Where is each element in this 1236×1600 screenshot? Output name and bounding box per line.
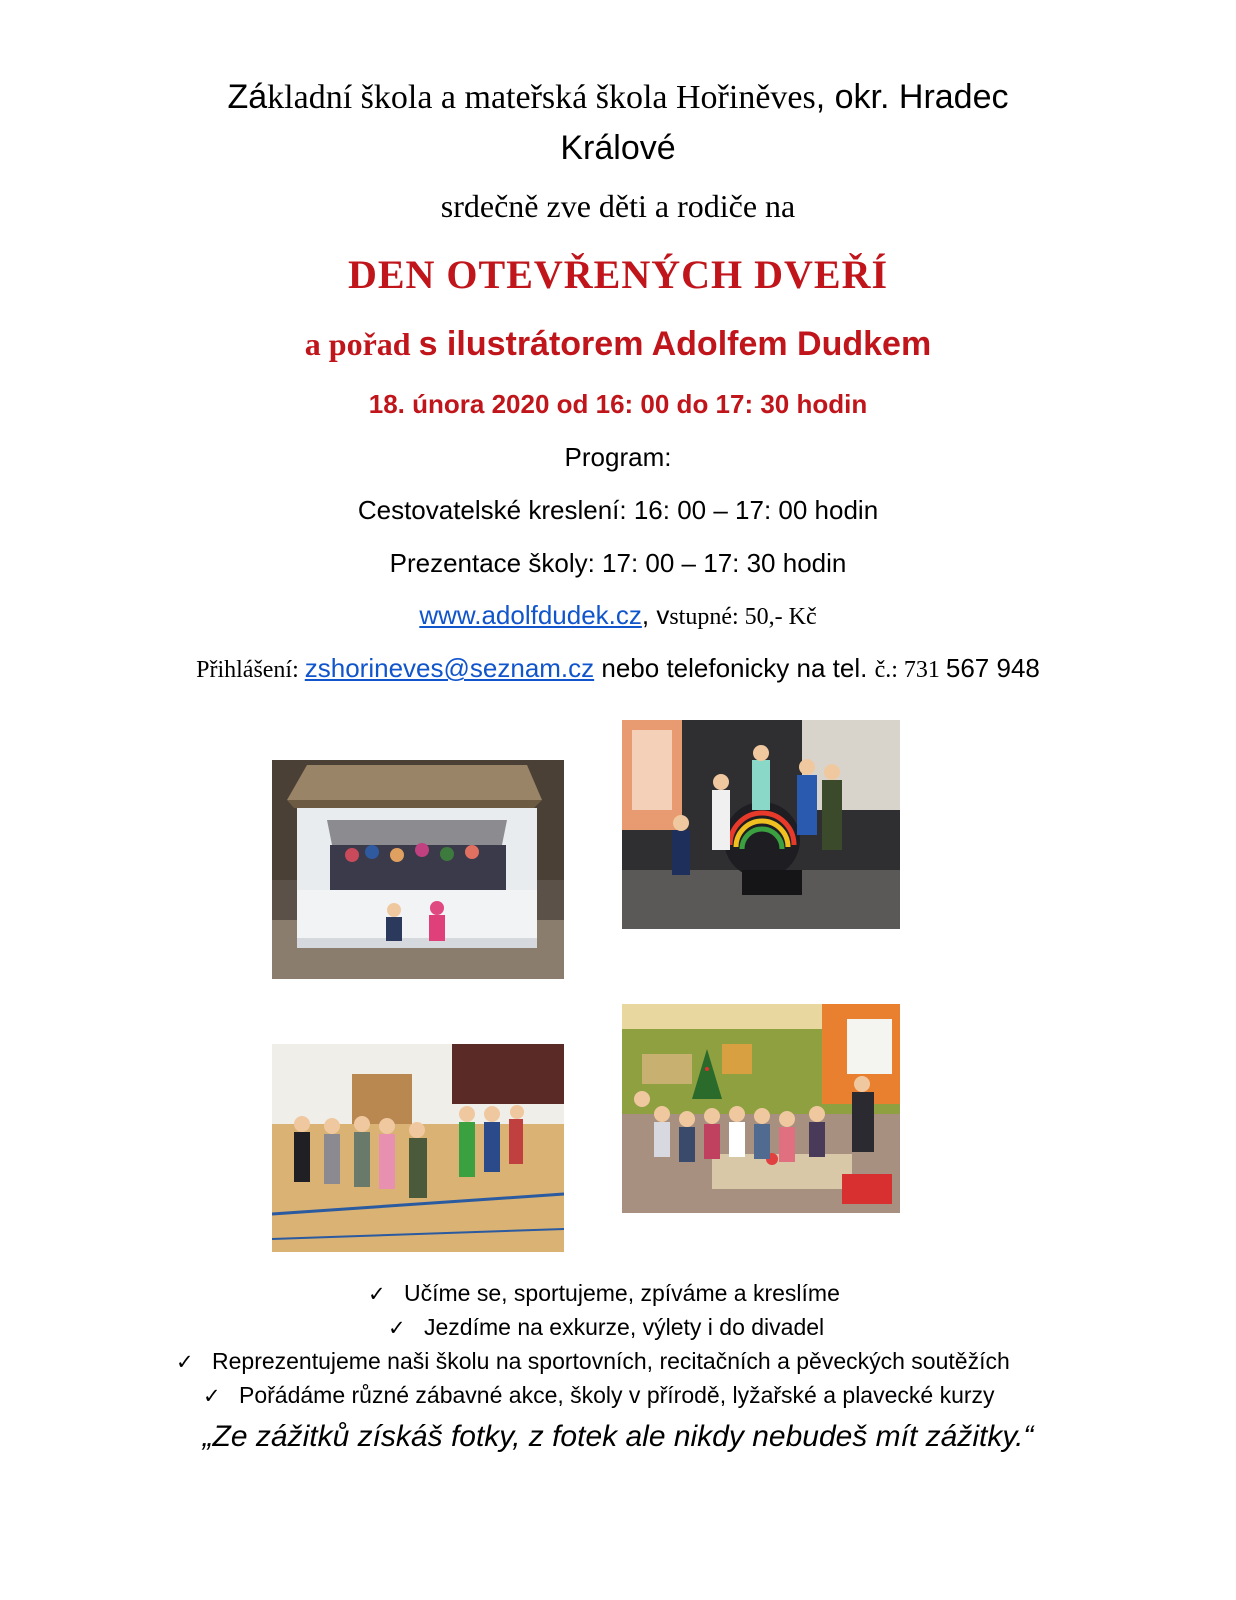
bullet-text: Jezdíme na exkurze, výlety i do divadel bbox=[424, 1314, 825, 1340]
bullet-text: Reprezentujeme naši školu na sportovních, recitačních a pěveckých soutěžích bbox=[212, 1348, 1010, 1374]
feature-bullet bbox=[176, 1348, 1010, 1375]
website-comma: , bbox=[641, 600, 657, 630]
gazebo-illustration bbox=[272, 760, 564, 979]
phone-text: nebo telefonicky na tel. bbox=[594, 653, 875, 683]
signup-label: Přihlášení: bbox=[196, 657, 305, 683]
feature-bullet bbox=[388, 1314, 824, 1341]
event-title: DEN OTEVŘENÝCH DVEŘÍ bbox=[347, 252, 889, 297]
feature-bullet bbox=[203, 1382, 995, 1409]
fee-label: stupné: 50,- Kč bbox=[669, 604, 817, 630]
feature-bullet bbox=[368, 1280, 840, 1307]
school-name-line2: Králové bbox=[560, 129, 676, 167]
school-name bbox=[0, 72, 1236, 174]
gym-illustration bbox=[272, 1044, 564, 1252]
school-name-part3: , okr. Hradec bbox=[815, 78, 1009, 116]
event-date: 18. února 2020 od 16: 00 do 17: 30 hodin bbox=[368, 389, 868, 419]
photo-gym bbox=[272, 1044, 564, 1252]
motto-quote: „Ze zážitků získáš fotky, z fotek ale nikdy nebudeš mít zážitky.“ bbox=[202, 1420, 1034, 1453]
check-icon: ✓ bbox=[368, 1282, 386, 1306]
signup-line bbox=[0, 653, 1236, 684]
museum-illustration bbox=[622, 720, 900, 929]
email-link[interactable]: zshorineves@seznam.cz bbox=[304, 653, 595, 683]
school-name-part1: Zá bbox=[227, 78, 268, 116]
photo-classroom bbox=[622, 1004, 900, 1213]
program-label: Program: bbox=[564, 442, 672, 472]
photo-museum bbox=[622, 720, 900, 929]
phone-number: 567 948 bbox=[945, 653, 1040, 683]
photo-gazebo bbox=[272, 760, 564, 979]
phone-abbr: č.: 731 bbox=[874, 657, 946, 683]
show-line bbox=[0, 325, 1236, 364]
invite-line: srdečně zve děti a rodiče na bbox=[440, 188, 796, 224]
fee-v: v bbox=[656, 600, 670, 630]
bullet-text: Učíme se, sportujeme, zpíváme a kreslíme bbox=[404, 1280, 840, 1306]
classroom-illustration bbox=[622, 1004, 900, 1213]
check-icon: ✓ bbox=[388, 1316, 406, 1340]
bullet-text: Pořádáme různé zábavné akce, školy v přírodě, lyžařské a plavecké kurzy bbox=[239, 1382, 995, 1408]
website-link[interactable]: www.adolfdudek.cz bbox=[419, 600, 642, 630]
show-rest: s ilustrátorem Adolfem Dudkem bbox=[418, 325, 932, 363]
check-icon: ✓ bbox=[203, 1384, 221, 1408]
program-item: Cestovatelské kreslení: 16: 00 – 17: 00 hodin bbox=[357, 495, 879, 525]
show-prefix: a pořad bbox=[304, 326, 419, 362]
school-name-part2: kladní škola a mateřská škola Hořiněves bbox=[267, 79, 816, 116]
website-line bbox=[0, 600, 1236, 631]
program-item: Prezentace školy: 17: 00 – 17: 30 hodin bbox=[389, 548, 847, 578]
check-icon: ✓ bbox=[176, 1350, 194, 1374]
